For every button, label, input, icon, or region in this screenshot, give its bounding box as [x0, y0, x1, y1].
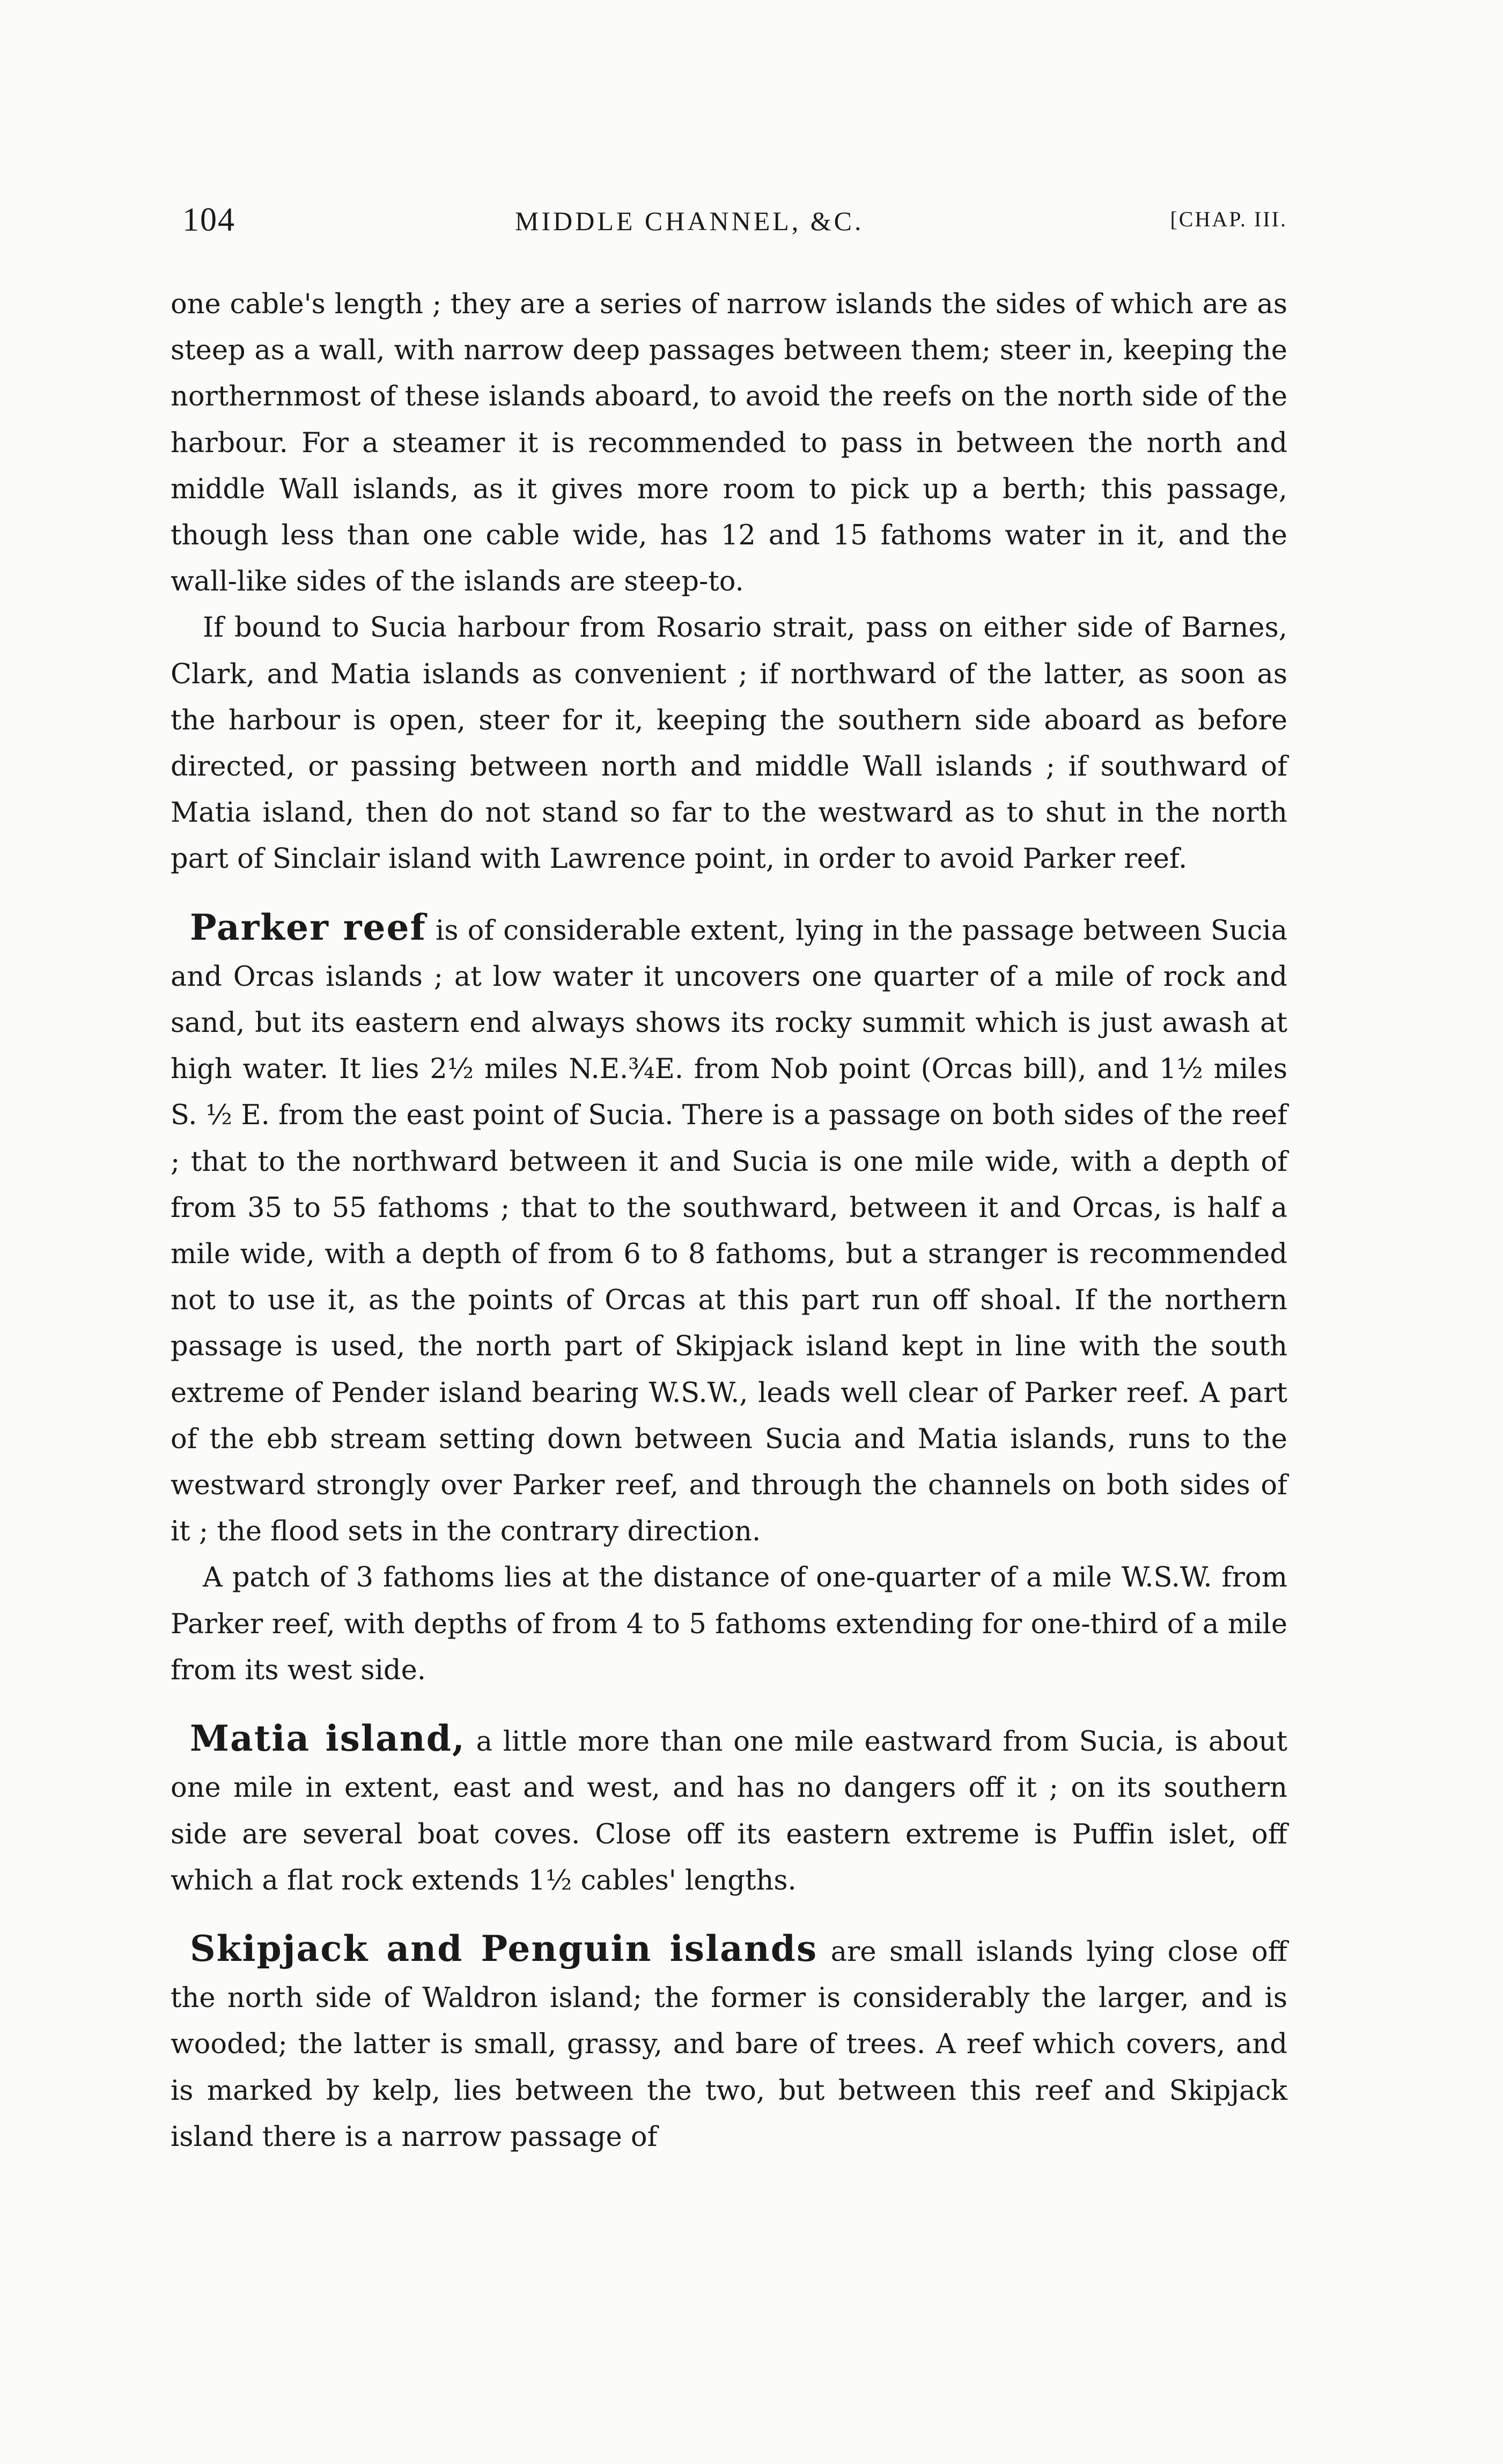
paragraph-text: a little more than one mile eastward from Sucia, is about one mile in extent, east and west, and has no dangers off it ; on its southern side are several boat coves. Close off its eastern extreme is Puffin islet, off which a flat rock extends 1½ cables' lengths. [171, 1726, 1287, 1897]
paragraph-text: one cable's length ; they are a series of narrow islands the sides of which are as steep as a wall, with narrow deep passages between them; steer in, keeping the northernmost of these islands aboard, to avoid the reefs on the north side of the harbour. For a steamer it is recommended to pass in between the north and middle Wall islands, as it gives more room to pick up a berth; this passage, though less than one cable wide, has 12 and 15 fathoms water in it, and the wall-like sides of the islands are steep-to. [171, 289, 1287, 598]
paragraph-rosario-approach [171, 605, 1287, 882]
page-number: 104 [182, 202, 235, 238]
paragraph-matia-island [171, 1715, 1287, 1904]
chapter-reference: [CHAP. III. [1170, 207, 1287, 231]
paragraph-text: is of considerable extent, lying in the passage between Sucia and Orcas islands ; at low water it uncovers one quarter of a mile of rock and sand, but its eastern end always shows its rocky summit which is just awash at high water. It lies 2½ miles N.E.¾E. from Nob point (Orcas bill), and 1½ miles S. ½ E. from the east point of Sucia. There is a passage on both sides of the reef ; that to the northward between it and Sucia is one mile wide, with a depth of from 35 to 55 fathoms ; that to the southward, between it and Orcas, is half a mile wide, with a depth of from 6 to 8 fathoms, but a stranger is recommended not to use it, as the points of Orcas at this part run off shoal. If the northern passage is used, the north part of Skipjack island kept in line with the south extreme of Pender island bearing W.S.W., leads well clear of Parker reef. A part of the ebb stream setting down between Sucia and Matia islands, runs to the westward strongly over Parker reef, and through the channels on both sides of it ; the flood sets in the contrary direction. [171, 914, 1287, 1548]
paragraph-wall-islands [171, 282, 1287, 605]
section-heading-skipjack-penguin: Skipjack and Penguin islands [190, 1927, 818, 1969]
running-title: MIDDLE CHANNEL, &C. [515, 206, 864, 236]
section-heading-matia-island: Matia island, [190, 1717, 466, 1760]
body-text [171, 282, 1287, 2160]
paragraph-three-fathom-patch [171, 1555, 1287, 1694]
running-header [182, 201, 1287, 244]
paragraph-text: If bound to Sucia harbour from Rosario strait, pass on either side of Barnes, Clark, and Matia islands as convenient ; if northward of the latter, as soon as the harbour is open, steer for it, keeping the southern side aboard as before directed, or passing between north and middle Wall islands ; if southward of Matia island, then do not stand so far to the westward as to shut in the north part of Sinclair island with Lawrence point, in order to avoid Parker reef. [171, 612, 1287, 875]
paragraph-parker-reef [171, 904, 1287, 1555]
paragraph-text: A patch of 3 fathoms lies at the distance of one-quarter of a mile W.S.W. from Parker reef, with depths of from 4 to 5 fathoms extending for one-third of a mile from its west side. [171, 1562, 1287, 1686]
paragraph-text: are small islands lying close off the north side of Waldron island; the former is considerably the larger, and is wooded; the latter is small, grassy, and bare of trees. A reef which covers, and is marked by kelp, lies between the two, but between this reef and Skipjack island there is a narrow passage of [171, 1936, 1287, 2153]
section-heading-parker-reef: Parker reef [190, 906, 426, 948]
paragraph-skipjack-penguin [171, 1926, 1287, 2160]
